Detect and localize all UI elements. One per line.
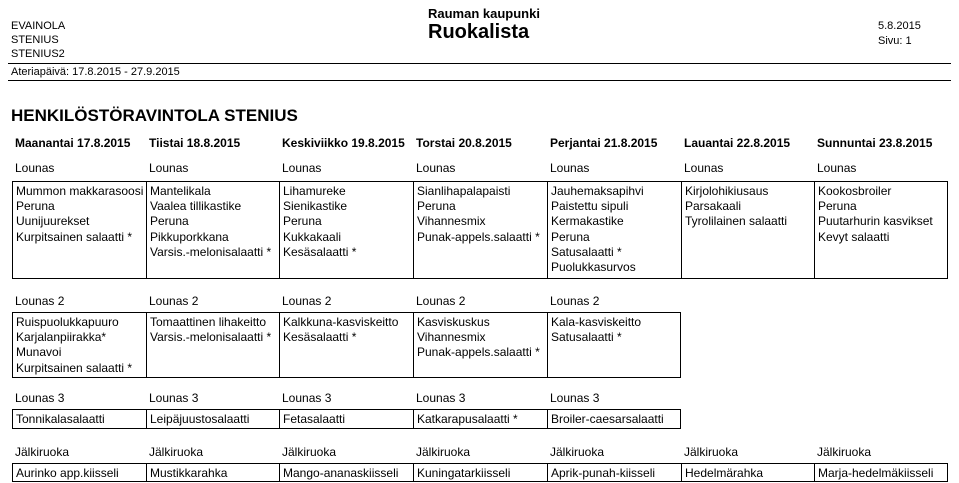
menu-cell: [816, 184, 948, 245]
dish: Kermakastike: [551, 214, 624, 229]
dish: Peruna: [551, 229, 590, 244]
menu-cell: [549, 184, 681, 275]
dish: Kurpitsainen salaatti *: [16, 360, 133, 375]
dish: Kalkkuna-kasviskeitto: [283, 315, 399, 329]
dish: Broiler-caesarsalaatti: [551, 412, 664, 426]
dish: Munavoi: [16, 345, 62, 360]
day-heading: Lauantai 22.8.2015: [684, 136, 791, 150]
meal-label: Lounas 3: [416, 391, 466, 405]
dish: Karjalanpiirakka*: [16, 330, 107, 345]
menu-cell: [816, 466, 948, 481]
dish: Kurpitsainen salaatti *: [16, 229, 133, 244]
meal-label: Lounas: [817, 161, 857, 175]
restaurant-name: HENKILÖSTÖRAVINTOLA STENIUS: [11, 106, 298, 125]
day-heading: Perjantai 21.8.2015: [550, 136, 658, 150]
menu-cell: [415, 412, 547, 427]
dish: Sianlihapalapaisti: [417, 184, 511, 198]
menu-cell: [281, 466, 413, 481]
page-number: Sivu: 1: [878, 35, 912, 47]
dish: Tonnikalasalaatti: [16, 412, 105, 426]
dish: Satusalaatti *: [551, 330, 622, 345]
column-divider: [547, 463, 548, 482]
dish: Tomaattinen lihakeitto: [150, 315, 267, 329]
dish: Varsis.-melonisalaatti *: [150, 244, 272, 259]
print-date: 5.8.2015: [878, 20, 921, 32]
meal-label: Jälkiruoka: [817, 445, 872, 459]
column-divider: [547, 312, 548, 378]
period-divider: [8, 80, 951, 81]
menu-cell: [549, 466, 681, 481]
header-divider: [8, 63, 951, 64]
dish: Punak-appels.salaatti *: [417, 229, 540, 244]
column-divider: [681, 181, 682, 279]
menu-cell: [281, 315, 413, 345]
dish: Satusalaatti *: [551, 244, 622, 259]
menu-cell: [148, 412, 280, 427]
meal-label: Jälkiruoka: [416, 445, 471, 459]
dish: Puolukkasurvos: [551, 260, 636, 275]
meal-label: Jälkiruoka: [149, 445, 204, 459]
column-divider: [146, 463, 147, 482]
menu-cell: [14, 466, 146, 481]
dish: Hedelmärahka: [685, 466, 764, 480]
dish: Aurinko app.kiisseli: [16, 466, 119, 480]
day-heading: Torstai 20.8.2015: [416, 136, 512, 150]
dish: Vihannesmix: [417, 214, 486, 229]
dish: Peruna: [283, 214, 322, 229]
dish: Puutarhurin kasvikset: [818, 214, 933, 229]
meal-label: Jälkiruoka: [15, 445, 70, 459]
menu-cell: [415, 315, 547, 361]
meal-label: Lounas 2: [149, 294, 199, 308]
dish: Fetasalaatti: [283, 412, 346, 426]
meal-label: Lounas: [282, 161, 322, 175]
dish: Mustikkarahka: [150, 466, 228, 480]
meal-label: Lounas 3: [282, 391, 332, 405]
dish: Kesäsalaatti *: [283, 330, 357, 345]
dish: Katkarapusalaatti *: [417, 412, 518, 426]
menu-cell: [549, 412, 681, 427]
page-title: Ruokalista: [428, 21, 530, 43]
dish: Leipäjuustosalaatti: [150, 412, 250, 426]
dish: Peruna: [150, 214, 189, 229]
dish: Kesäsalaatti *: [283, 244, 357, 259]
header-line-2: STENIUS: [11, 34, 59, 46]
menu-cell: [415, 466, 547, 481]
meal-label: Lounas 2: [416, 294, 466, 308]
meal-label: Lounas 2: [282, 294, 332, 308]
meal-label: Lounas 3: [15, 391, 65, 405]
header-line-1: EVAINOLA: [11, 20, 66, 32]
dish: Kuningatarkiisseli: [417, 466, 511, 480]
period-label: Ateriapäivä: 17.8.2015 - 27.9.2015: [11, 66, 180, 78]
dish: Jauhemaksapihvi: [551, 184, 644, 198]
menu-cell: [14, 184, 146, 245]
day-heading: Tiistai 18.8.2015: [149, 136, 241, 150]
dish: Peruna: [16, 199, 55, 214]
menu-cell: [148, 184, 280, 260]
meal-label: Jälkiruoka: [550, 445, 605, 459]
header-line-3: STENIUS2: [11, 48, 65, 60]
dish: Peruna: [818, 199, 857, 214]
dish: Kukkakaali: [283, 229, 342, 244]
dish: Mummon makkarasoosi: [16, 184, 144, 198]
dish: Punak-appels.salaatti *: [417, 345, 540, 360]
dish: Kasviskuskus: [417, 315, 490, 329]
dish: Kirjolohikiusaus: [685, 184, 769, 198]
company-name: Rauman kaupunki: [428, 6, 540, 21]
dish: Varsis.-melonisalaatti *: [150, 330, 272, 345]
menu-cell: [148, 466, 280, 481]
menu-cell: [683, 184, 815, 230]
dish: Pikkuporkkana: [150, 229, 229, 244]
dish: Aprik-punah-kiisseli: [551, 466, 656, 480]
meal-label: Lounas 3: [149, 391, 199, 405]
column-divider: [146, 181, 147, 279]
column-divider: [413, 409, 414, 429]
dish: Mango-ananaskiisseli: [283, 466, 399, 480]
dish: Parsakaali: [685, 199, 742, 214]
dish: Sienikastike: [283, 199, 348, 214]
day-heading: Keskiviikko 19.8.2015: [282, 136, 405, 150]
dish: Vaalea tillikastike: [150, 199, 242, 214]
column-divider: [681, 463, 682, 482]
column-divider: [547, 181, 548, 279]
meal-label: Lounas 2: [550, 294, 600, 308]
dish: Paistettu sipuli: [551, 199, 629, 214]
column-divider: [146, 409, 147, 429]
menu-cell: [549, 315, 681, 345]
column-divider: [413, 312, 414, 378]
dish: Kala-kasviskeitto: [551, 315, 642, 329]
meal-label: Lounas 3: [550, 391, 600, 405]
dish: Kevyt salaatti: [818, 229, 890, 244]
dish: Vihannesmix: [417, 330, 486, 345]
column-divider: [413, 463, 414, 482]
menu-cell: [281, 184, 413, 260]
menu-cell: [14, 412, 146, 427]
dish: Ruispuolukkapuuro: [16, 315, 119, 329]
meal-label: Lounas 2: [15, 294, 65, 308]
menu-cell: [281, 412, 413, 427]
dish: Marja-hedelmäkiisseli: [818, 466, 934, 480]
menu-cell: [148, 315, 280, 345]
dish: Mantelikala: [150, 184, 211, 198]
day-heading: Sunnuntai 23.8.2015: [817, 136, 933, 150]
meal-label: Lounas: [149, 161, 189, 175]
menu-cell: [683, 466, 815, 481]
column-divider: [547, 409, 548, 429]
meal-label: Lounas: [15, 161, 55, 175]
meal-label: Lounas: [416, 161, 456, 175]
column-divider: [146, 312, 147, 378]
meal-label: Jälkiruoka: [684, 445, 739, 459]
dish: Tyrolilainen salaatti: [685, 214, 788, 229]
meal-label: Lounas: [550, 161, 590, 175]
dish: Kookosbroiler: [818, 184, 892, 198]
dish: Lihamureke: [283, 184, 346, 198]
meal-label: Lounas: [684, 161, 724, 175]
menu-cell: [14, 315, 146, 376]
dish: Uunijuurekset: [16, 214, 90, 229]
meal-label: Jälkiruoka: [282, 445, 337, 459]
dish: Peruna: [417, 199, 456, 214]
menu-cell: [415, 184, 547, 245]
column-divider: [413, 181, 414, 279]
day-heading: Maanantai 17.8.2015: [15, 136, 131, 150]
